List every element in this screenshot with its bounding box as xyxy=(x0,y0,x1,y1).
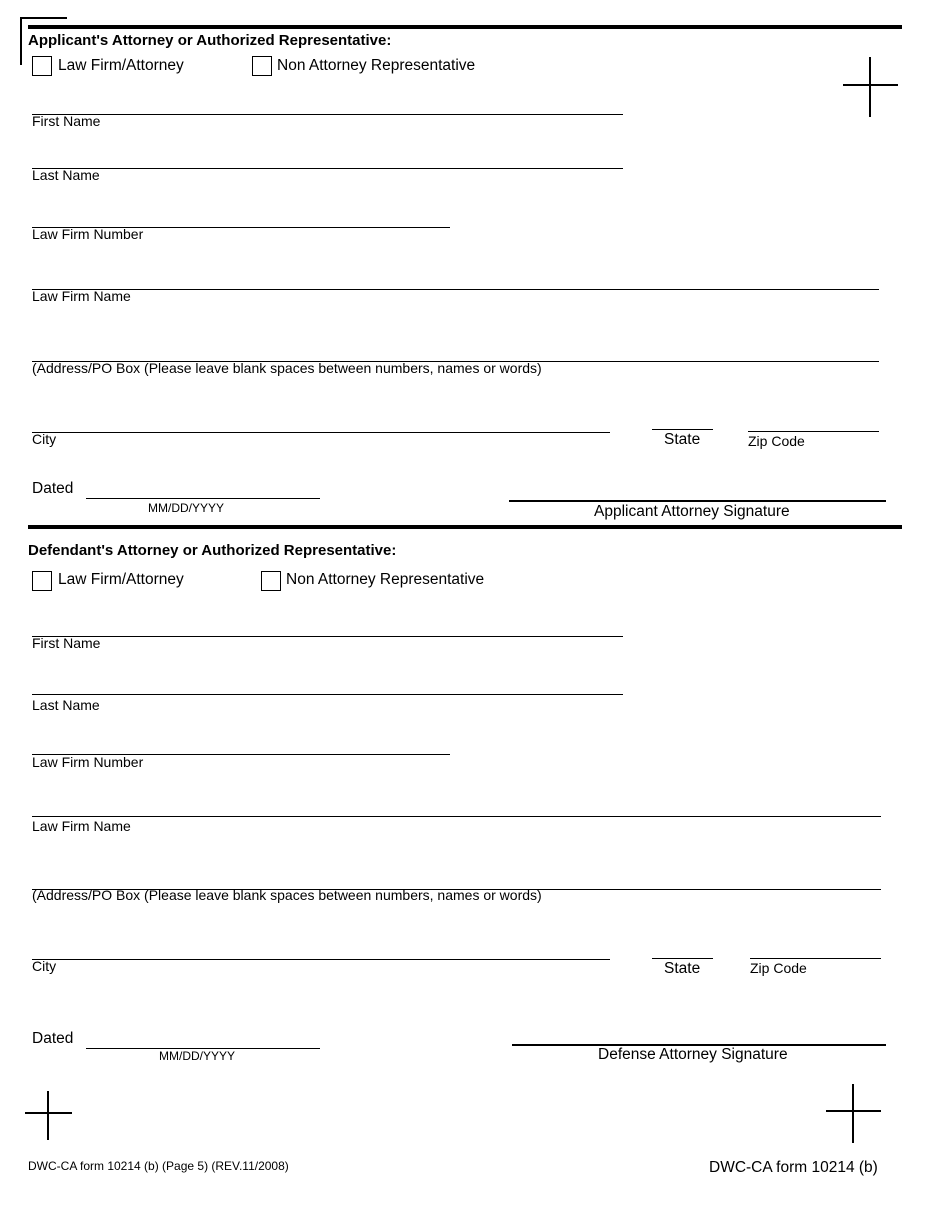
defendant-city-field[interactable] xyxy=(32,935,610,959)
defendant-last-name-field[interactable] xyxy=(32,670,623,694)
applicant-zip-line xyxy=(748,431,879,432)
applicant-section-heading: Applicant's Attorney or Authorized Representative: xyxy=(28,32,392,49)
footer-form-id-right: DWC-CA form 10214 (b) xyxy=(709,1159,878,1176)
applicant-date-field[interactable] xyxy=(86,474,320,498)
defendant-zip-line xyxy=(750,958,881,959)
applicant-state-line xyxy=(652,429,713,430)
corner-bracket-top xyxy=(20,17,67,19)
defendant-first-name-field[interactable] xyxy=(32,612,623,636)
defendant-law-firm-option-label: Law Firm/Attorney xyxy=(58,571,184,588)
defendant-first-name-label: First Name xyxy=(32,635,101,651)
applicant-city-line xyxy=(32,432,610,433)
applicant-zip-label: Zip Code xyxy=(748,433,805,449)
applicant-law-firm-number-field[interactable] xyxy=(32,203,450,227)
defendant-dated-label: Dated xyxy=(32,1030,74,1047)
applicant-dated-label: Dated xyxy=(32,480,74,497)
defendant-law-firm-number-field[interactable] xyxy=(32,730,450,754)
defendant-first-name-line xyxy=(32,636,623,637)
applicant-law-firm-name-line xyxy=(32,289,879,290)
applicant-city-field[interactable] xyxy=(32,408,610,432)
defendant-signature-label: Defense Attorney Signature xyxy=(598,1046,788,1063)
defendant-law-firm-name-label: Law Firm Name xyxy=(32,818,131,834)
defendant-zip-field[interactable] xyxy=(750,934,881,958)
applicant-first-name-label: First Name xyxy=(32,113,101,129)
applicant-law-firm-checkbox[interactable] xyxy=(32,56,52,76)
applicant-zip-field[interactable] xyxy=(748,407,879,431)
applicant-state-field[interactable] xyxy=(652,405,713,429)
crosshair-bottom-left-h xyxy=(25,1112,72,1114)
applicant-last-name-field[interactable] xyxy=(32,144,623,168)
applicant-non-attorney-option-label: Non Attorney Representative xyxy=(277,57,476,74)
defendant-last-name-line xyxy=(32,694,623,695)
defendant-date-field[interactable] xyxy=(86,1024,320,1048)
applicant-date-line xyxy=(86,498,320,499)
defendant-date-format-hint: MM/DD/YYYY xyxy=(159,1049,236,1063)
defendant-state-field[interactable] xyxy=(652,934,713,958)
corner-bracket-left xyxy=(20,17,22,65)
applicant-non-attorney-checkbox[interactable] xyxy=(252,56,272,76)
defendant-address-field[interactable] xyxy=(32,865,881,889)
crosshair-bottom-left-v xyxy=(47,1091,49,1140)
applicant-last-name-line xyxy=(32,168,623,169)
defendant-address-label: (Address/PO Box (Please leave blank spaces between numbers, names or words) xyxy=(32,887,542,903)
applicant-address-label: (Address/PO Box (Please leave blank spaces between numbers, names or words) xyxy=(32,360,542,376)
crosshair-top-right-h xyxy=(843,84,898,86)
defendant-state-line xyxy=(652,958,713,959)
defendant-non-attorney-checkbox[interactable] xyxy=(261,571,281,591)
applicant-law-firm-option-label: Law Firm/Attorney xyxy=(58,57,184,74)
applicant-city-label: City xyxy=(32,431,57,447)
section-top-rule xyxy=(28,25,902,29)
applicant-date-format-hint: MM/DD/YYYY xyxy=(148,501,225,515)
applicant-address-field[interactable] xyxy=(32,337,879,361)
applicant-signature-line xyxy=(509,500,886,502)
applicant-law-firm-name-field[interactable] xyxy=(32,265,879,289)
footer-form-id-left: DWC-CA form 10214 (b) (Page 5) (REV.11/2008) xyxy=(28,1159,289,1173)
defendant-non-attorney-option-label: Non Attorney Representative xyxy=(286,571,485,588)
defendant-state-label: State xyxy=(664,960,701,977)
section-divider-rule xyxy=(28,525,902,529)
crosshair-bottom-right-h xyxy=(826,1110,881,1112)
applicant-state-label: State xyxy=(664,431,701,448)
applicant-signature-label: Applicant Attorney Signature xyxy=(594,503,790,520)
defendant-law-firm-number-label: Law Firm Number xyxy=(32,754,144,770)
applicant-law-firm-number-label: Law Firm Number xyxy=(32,226,144,242)
applicant-last-name-label: Last Name xyxy=(32,167,100,183)
applicant-first-name-field[interactable] xyxy=(32,90,623,114)
defendant-law-firm-name-line xyxy=(32,816,881,817)
defendant-city-label: City xyxy=(32,958,57,974)
defendant-section-heading: Defendant's Attorney or Authorized Representative: xyxy=(28,542,397,559)
defendant-law-firm-name-field[interactable] xyxy=(32,792,881,816)
defendant-last-name-label: Last Name xyxy=(32,697,100,713)
defendant-zip-label: Zip Code xyxy=(750,960,807,976)
applicant-first-name-line xyxy=(32,114,623,115)
defendant-signature-field[interactable] xyxy=(512,1020,886,1044)
applicant-signature-field[interactable] xyxy=(509,476,886,500)
crosshair-bottom-right-v xyxy=(852,1084,854,1143)
applicant-law-firm-name-label: Law Firm Name xyxy=(32,288,131,304)
defendant-city-line xyxy=(32,959,610,960)
crosshair-top-right-v xyxy=(869,57,871,117)
defendant-law-firm-checkbox[interactable] xyxy=(32,571,52,591)
